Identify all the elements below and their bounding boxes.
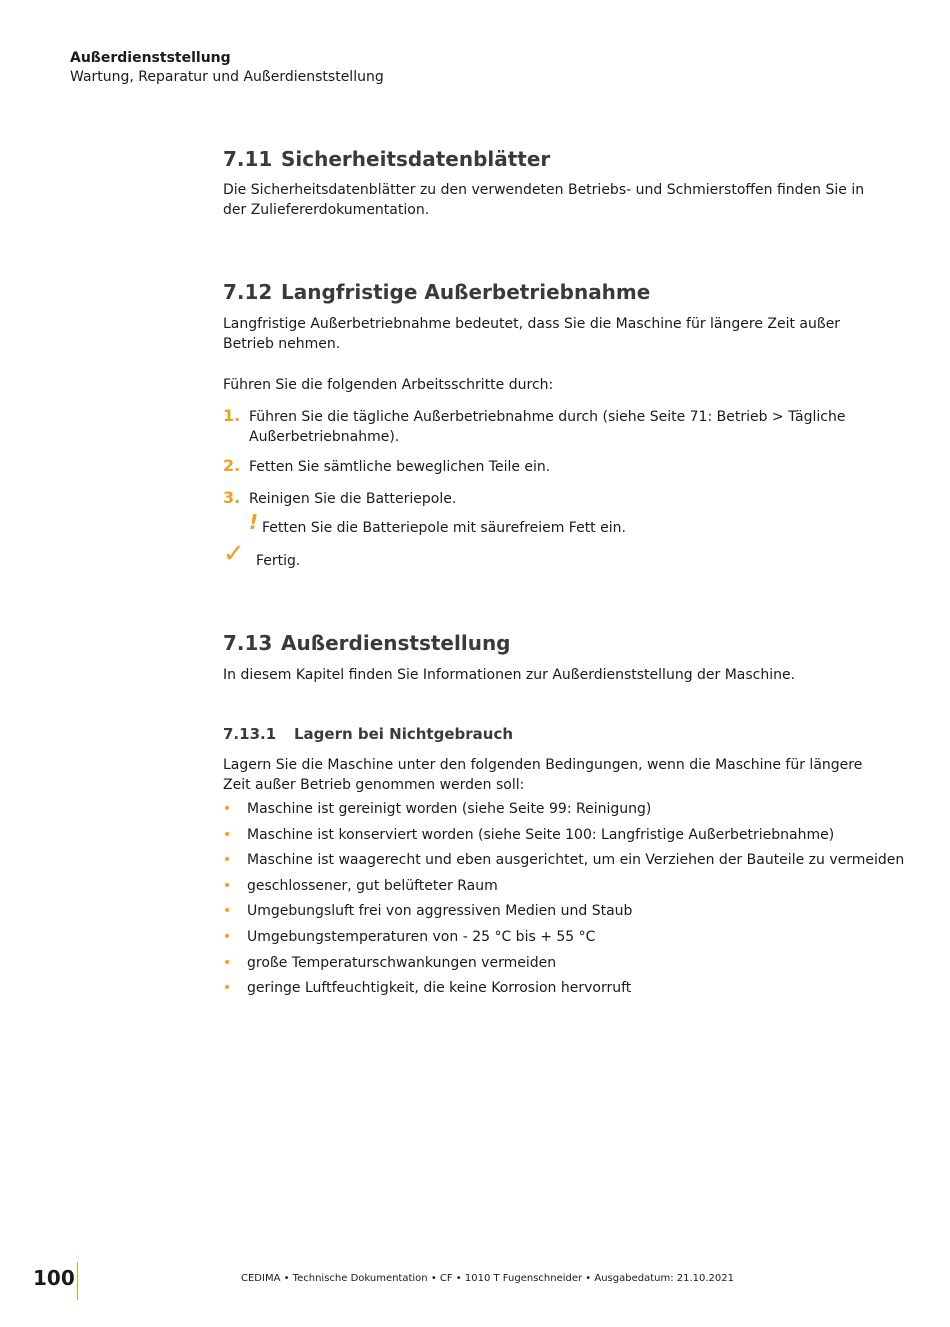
- step-item: [223, 490, 873, 510]
- step-number: 1.: [223, 406, 241, 425]
- subsection-heading-7-13-1: [223, 725, 513, 743]
- list-item-text: Umgebungsluft frei von aggressiven Medien und Staub: [247, 903, 633, 920]
- note-text: Fetten Sie die Batteriepole mit säurefreiem Fett ein.: [262, 520, 626, 536]
- step-text: Führen Sie die tägliche Außerbetriebnahme durch (siehe Seite 71: Betrieb > Tägliche Außerbetriebnahme).: [249, 409, 846, 445]
- subsection-text-7-13-1: Lagern Sie die Maschine unter den folgenden Bedingungen, wenn die Maschine für längere Zeit außer Betrieb genommen werden soll:: [223, 757, 863, 793]
- bullet-icon: •: [223, 877, 232, 894]
- note-item: [249, 510, 626, 539]
- step-item: [223, 458, 873, 478]
- list-item: [223, 928, 873, 954]
- header-chapter: Außerdienststellung: [70, 50, 231, 66]
- subsection-title: Lagern bei Nichtgebrauch: [294, 725, 514, 743]
- bullet-icon: •: [223, 903, 232, 920]
- list-item: [223, 902, 873, 928]
- done-item: [223, 539, 301, 572]
- step-text: Reinigen Sie die Batteriepole.: [249, 491, 457, 507]
- list-item-text: Maschine ist waagerecht und eben ausgerichtet, um ein Verziehen der Bauteile zu vermeiden: [247, 852, 905, 869]
- list-item-text: Umgebungstemperaturen von - 25 °C bis + 55 °C: [247, 928, 596, 945]
- bullet-icon: •: [223, 801, 232, 817]
- section-text-7-12: Langfristige Außerbetriebnahme bedeutet, dass Sie die Maschine für längere Zeit außer Betrieb nehmen.: [223, 316, 841, 352]
- page-header: [70, 49, 384, 87]
- step-text: Fetten Sie sämtliche beweglichen Teile ein.: [249, 459, 551, 475]
- section-number: 7.12: [223, 280, 273, 304]
- list-item: [223, 851, 905, 877]
- list-item-text: geschlossener, gut belüfteter Raum: [247, 877, 498, 894]
- bullet-icon: •: [223, 928, 232, 945]
- exclamation-icon: !: [249, 510, 259, 534]
- list-item-text: Maschine ist gereinigt worden (siehe Seite 99: Reinigung): [247, 801, 652, 817]
- bullet-list: [223, 800, 905, 1005]
- list-item-text: geringe Luftfeuchtigkeit, die keine Korrosion hervorruft: [247, 980, 632, 997]
- step-number: 2.: [223, 456, 241, 475]
- section-text-7-11: Die Sicherheitsdatenblätter zu den verwendeten Betriebs- und Schmierstoffen finden Sie in der Zuliefererdokumentation.: [223, 182, 865, 218]
- bullet-icon: •: [223, 826, 232, 843]
- step-item: [223, 408, 873, 447]
- list-item-text: Maschine ist konserviert worden (siehe Seite 100: Langfristige Außerbetriebnahme): [247, 826, 835, 843]
- header-subtitle: Wartung, Reparatur und Außerdienststellung: [70, 69, 384, 85]
- list-item-text: große Temperaturschwankungen vermeiden: [247, 954, 557, 971]
- list-item: [223, 979, 873, 1005]
- footer-text: CEDIMA • Technische Dokumentation • CF • 1010 T Fugenschneider • Ausgabedatum: 21.10.2021: [241, 1273, 735, 1284]
- section-heading-7-11: [223, 147, 550, 171]
- section-number: 7.11: [223, 147, 273, 171]
- list-item: [223, 954, 873, 980]
- list-item: [223, 800, 873, 826]
- subsection-number: 7.13.1: [223, 725, 277, 743]
- section-title: Außerdienststellung: [281, 631, 511, 655]
- section-title: Sicherheitsdatenblätter: [281, 147, 551, 171]
- list-item: [223, 877, 873, 903]
- section-heading-7-13: [223, 631, 511, 655]
- done-text: Fertig.: [256, 553, 301, 569]
- step-number: 3.: [223, 488, 241, 507]
- section-title: Langfristige Außerbetriebnahme: [281, 280, 651, 304]
- checkmark-icon: ✓: [223, 539, 245, 569]
- footer-divider: [77, 1262, 78, 1300]
- list-item: [223, 826, 873, 852]
- bullet-icon: •: [223, 852, 232, 869]
- bullet-icon: •: [223, 954, 232, 971]
- steps-intro: Führen Sie die folgenden Arbeitsschritte durch:: [223, 377, 554, 393]
- section-heading-7-12: [223, 280, 650, 304]
- bullet-icon: •: [223, 980, 232, 997]
- page-number: 100: [33, 1266, 75, 1290]
- section-text-7-13: In diesem Kapitel finden Sie Informationen zur Außerdienststellung der Maschine.: [223, 667, 796, 683]
- section-number: 7.13: [223, 631, 273, 655]
